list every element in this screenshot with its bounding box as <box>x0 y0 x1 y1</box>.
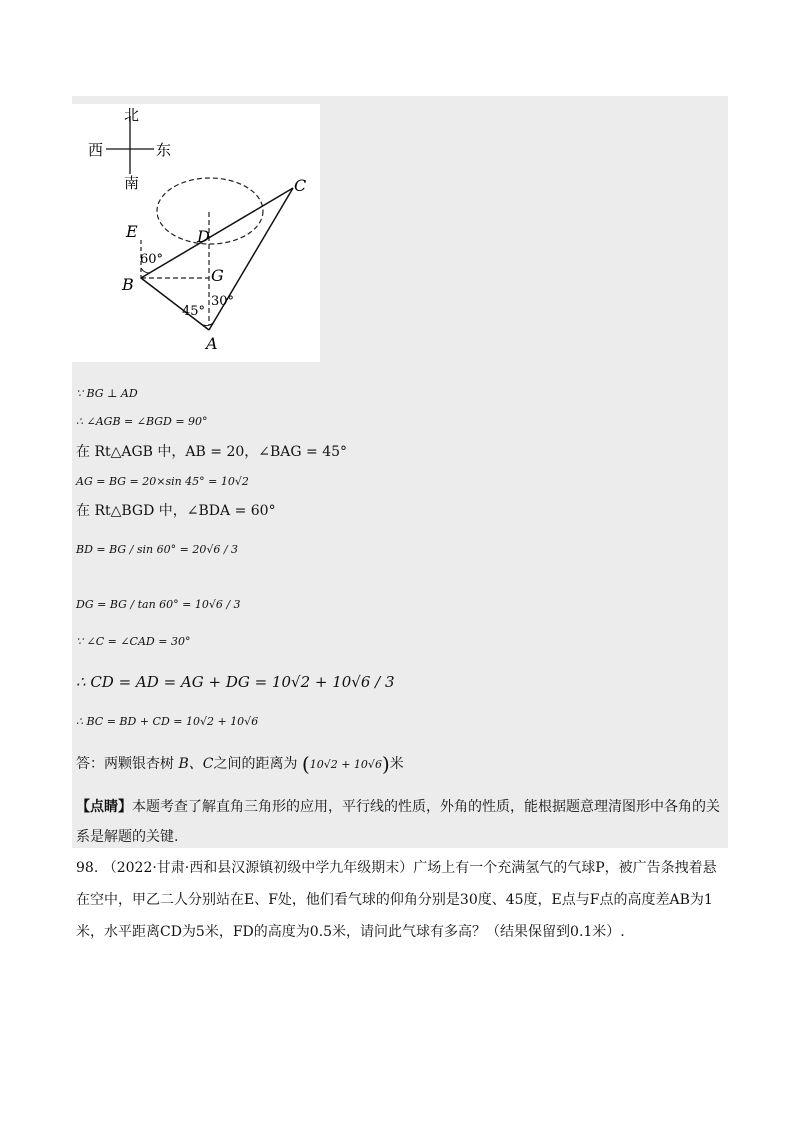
step-4: AG = BG = 20×sin 45° = 10√2 <box>76 475 249 488</box>
line-bc <box>141 188 293 278</box>
step-2: ∴ ∠AGB = ∠BGD = 90° <box>76 415 208 428</box>
step-1: ∵ BG ⊥ AD <box>76 387 138 400</box>
angle-label-60: 60° <box>140 252 164 267</box>
question-number: 98. <box>76 860 99 876</box>
compass-north: 北 <box>124 106 140 124</box>
comment-paragraph <box>76 792 728 852</box>
label-b: B <box>122 275 134 294</box>
compass-south: 南 <box>124 174 140 192</box>
dashed-ellipse <box>157 178 263 244</box>
label-e: E <box>126 222 138 241</box>
compass-west: 西 <box>88 141 104 159</box>
label-d: D <box>197 227 210 246</box>
compass-east: 东 <box>156 141 172 159</box>
angle-arc-b <box>141 268 150 273</box>
label-c: C <box>294 176 307 195</box>
comment-tag: 【点睛】 <box>76 799 132 815</box>
answer-points: B、C <box>178 756 214 772</box>
comment-text: 本题考查了解直角三角形的应用，平行线的性质，外角的性质，能根据题意理清图形中各角的关系是解题的关键. <box>76 799 720 845</box>
answer-line: 答：两颗银杏树 B、C之间的距离为 (10√2 + 10√6)米 <box>76 752 404 776</box>
geometry-figure <box>72 104 320 362</box>
label-a: A <box>206 334 218 353</box>
question-98 <box>76 852 728 948</box>
answer-unit: 米 <box>389 756 404 772</box>
answer-label: 答：两颗银杏树 <box>76 756 174 772</box>
step-6: BD = BG / sin 60° = 20√6 / 3 <box>76 543 239 556</box>
angle-label-30: 30° <box>211 294 235 309</box>
step-5: 在 Rt△BGD 中，∠BDA = 60° <box>76 503 276 519</box>
step-3: 在 Rt△AGB 中，AB = 20，∠BAG = 45° <box>76 444 348 460</box>
step-7: DG = BG / tan 60° = 10√6 / 3 <box>76 598 241 611</box>
step-9: ∴ CD = AD = AG + DG = 10√2 + 10√6 / 3 <box>76 673 395 691</box>
figure-svg <box>72 104 320 362</box>
answer-mid: 之间的距离为 <box>213 756 298 772</box>
label-g: G <box>211 266 224 285</box>
question-text: 广场上有一个充满氢气的气球P，被广告条拽着悬在空中，甲乙二人分别站在E、F处，他们看气球的仰角分别是30度、45度，E点与F点的高度差AB为1米，水平距离CD为5米，FD的高度为0.5米，请问此气球有多高？（结果保留到0.1米）. <box>76 860 717 940</box>
answer-value: 10√2 + 10√6 <box>309 758 382 771</box>
angle-label-45: 45° <box>182 304 206 319</box>
step-8: ∵ ∠C = ∠CAD = 30° <box>76 635 191 648</box>
step-10: ∴ BC = BD + CD = 10√2 + 10√6 <box>76 715 259 728</box>
question-source: （2022·甘肃·西和县汉源镇初级中学九年级期末） <box>102 860 414 876</box>
